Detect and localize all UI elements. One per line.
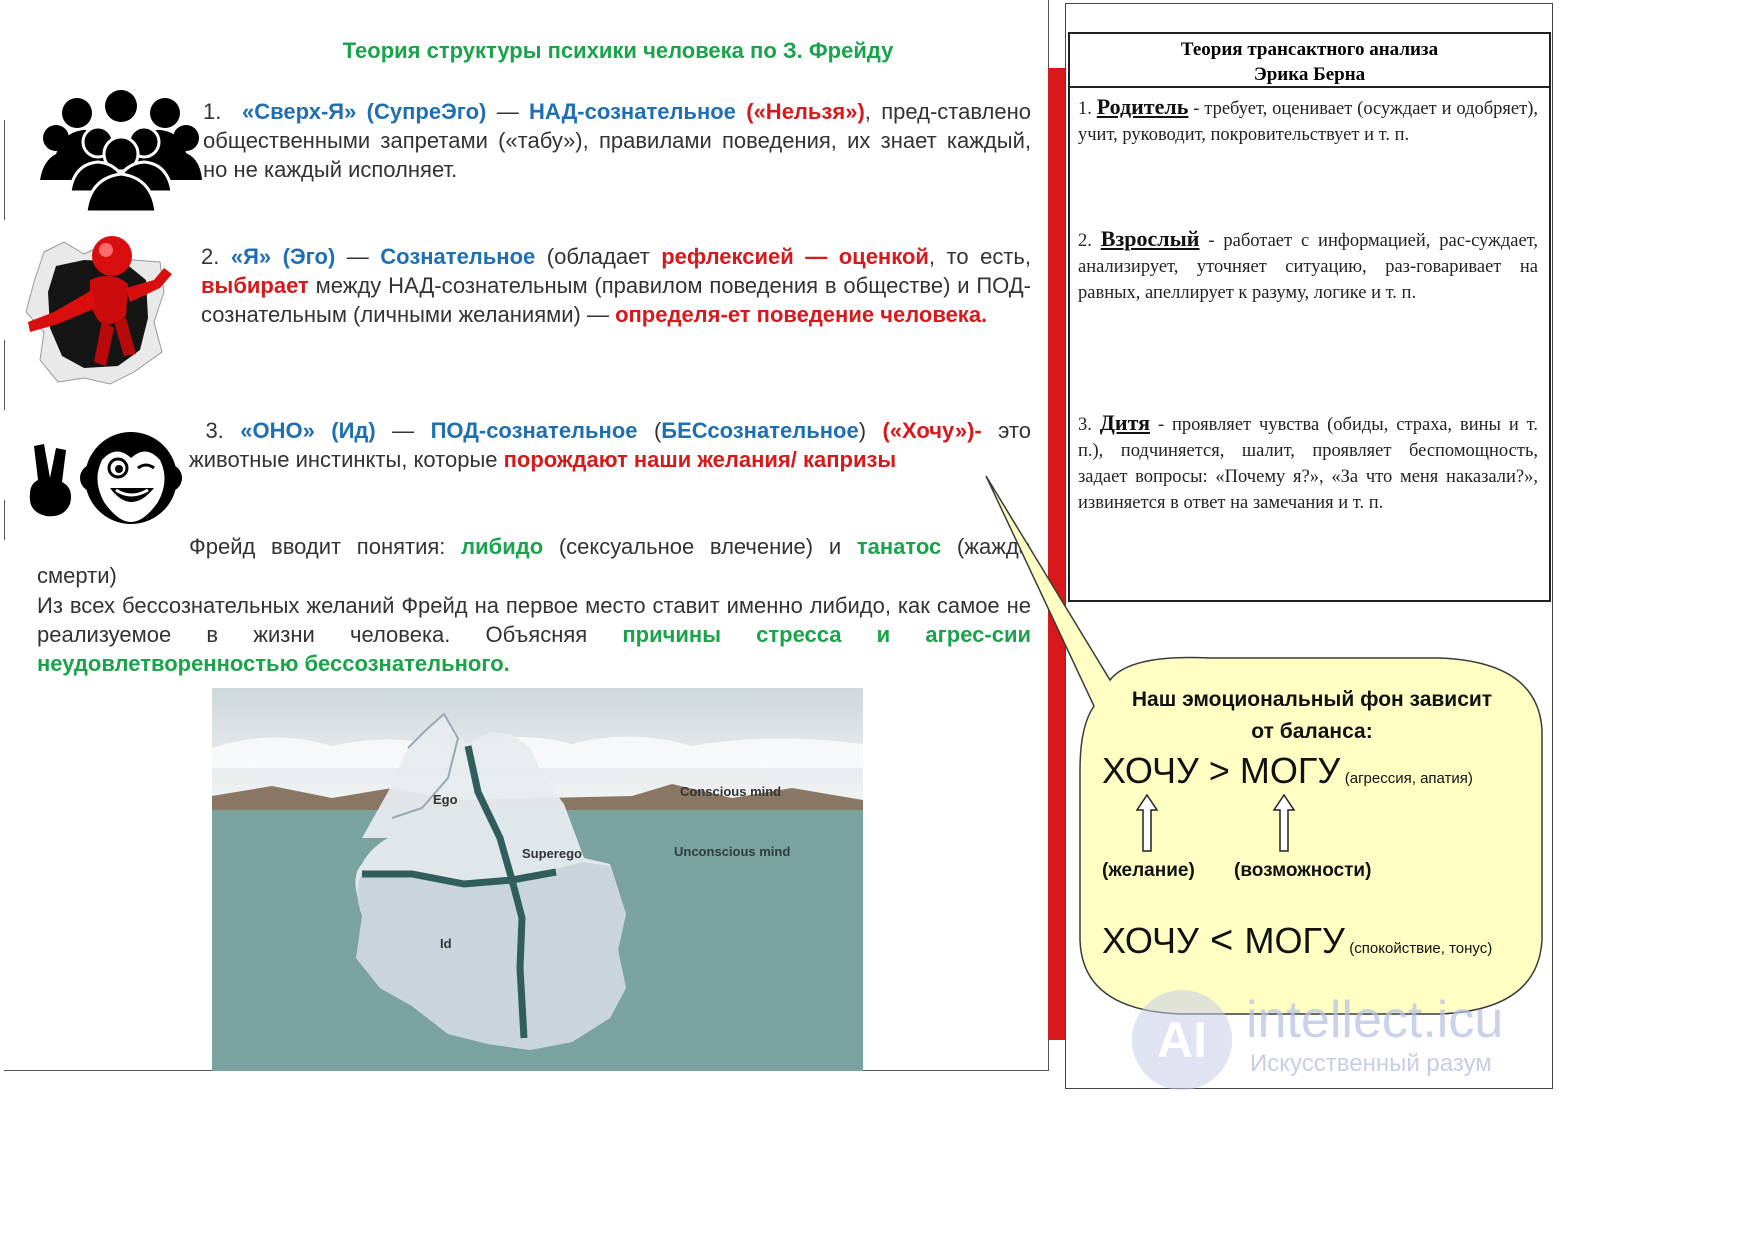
label-ego: Ego bbox=[433, 792, 458, 807]
dash: — bbox=[486, 99, 530, 124]
level-label: НАД-сознательное bbox=[529, 99, 736, 124]
watermark-logo: AI bbox=[1132, 990, 1232, 1090]
equation-want-greater bbox=[1102, 750, 1473, 792]
item-number: 3. bbox=[205, 418, 224, 443]
equation-want-less bbox=[1102, 918, 1492, 963]
freud-stress-paragraph bbox=[37, 591, 1031, 678]
term-parent: Родитель bbox=[1096, 94, 1189, 119]
freud-item-ego bbox=[201, 242, 1031, 329]
text-segment: Фрейд вводит понятия: bbox=[189, 534, 462, 559]
text-segment: (обладает bbox=[535, 244, 662, 269]
level-label: БЕСсознательное bbox=[661, 418, 859, 443]
berne-title bbox=[1070, 34, 1549, 88]
highlight: порождают наши желания/ капризы bbox=[503, 447, 897, 472]
freud-title: Теория структуры психики человека по З. Фрейду bbox=[342, 38, 894, 63]
crowd-icon bbox=[40, 88, 202, 212]
text-segment: (жажда смерти) bbox=[37, 534, 1032, 588]
level-label: Сознательное bbox=[380, 244, 536, 269]
item-number: 3. bbox=[1078, 415, 1092, 435]
item-number: 1. bbox=[203, 99, 222, 124]
watermark-subtext: Искусственный разум bbox=[1250, 1050, 1492, 1077]
word-hochu: ХОЧУ bbox=[1102, 750, 1199, 791]
freud-libido-paragraph bbox=[37, 532, 1031, 590]
text-segment: ) bbox=[858, 418, 883, 443]
description: - проявляет чувства (обиды, страха, вины и т. п.), подчиняется, шалит, проявляет беспомощность, задает вопросы: «Почему я?», «За что меня наказали?», извиняется в ответ на замечания и т. п. bbox=[1078, 415, 1538, 513]
freud-item-superego bbox=[203, 97, 1031, 184]
highlight: рефлексией — оценкой bbox=[661, 244, 929, 269]
peace-hand-icon bbox=[24, 442, 80, 520]
term-child: Дитя bbox=[1099, 410, 1151, 435]
label-desire: (желание) bbox=[1102, 860, 1195, 881]
operator: > bbox=[1198, 750, 1240, 791]
highlight: выбирает bbox=[201, 273, 309, 298]
word-mogu: МОГУ bbox=[1239, 750, 1341, 791]
word-mogu: МОГУ bbox=[1244, 920, 1345, 961]
monkey-icon bbox=[80, 424, 182, 532]
word-hochu: ХОЧУ bbox=[1102, 920, 1199, 961]
item-number: 2. bbox=[201, 244, 220, 269]
iceberg-diagram bbox=[212, 688, 863, 1071]
term-adult: Взрослый bbox=[1100, 226, 1200, 251]
text-segment: это животные инстинкты, которые bbox=[189, 418, 1031, 472]
heading-line: от баланса: bbox=[1251, 720, 1373, 743]
highlight: причины стресса и агрес-сии неудовлетворенностью бессознательного. bbox=[37, 622, 1032, 676]
description: , пред-ставлено общественными запретами («табу»), правилами поведения, их знает каждый, но не каждый исполняет. bbox=[203, 99, 1031, 182]
dash: — bbox=[335, 244, 381, 269]
operator: < bbox=[1198, 918, 1245, 962]
tag-hochu: («Хочу»)- bbox=[882, 418, 982, 443]
title-line: Эрика Берна bbox=[1253, 64, 1366, 85]
red-man-icon bbox=[14, 232, 182, 392]
label-unconscious-mind: Unconscious mind bbox=[674, 844, 791, 859]
dash: — bbox=[375, 418, 431, 443]
note: (агрессия, апатия) bbox=[1344, 770, 1473, 787]
text-segment: , то есть, bbox=[928, 244, 1031, 269]
highlight: определя-ет поведение человека. bbox=[615, 302, 988, 327]
up-arrow-icon bbox=[1136, 794, 1158, 852]
item-number: 2. bbox=[1078, 231, 1092, 251]
text-segment: (сексуальное влечение) и bbox=[543, 534, 857, 559]
bubble-heading bbox=[1100, 684, 1524, 748]
tag-nelzya: («Нельзя») bbox=[746, 99, 865, 124]
heading-line: Наш эмоциональный фон зависит bbox=[1131, 688, 1493, 711]
label-possibilities: (возможности) bbox=[1234, 860, 1372, 881]
up-arrow-icon bbox=[1273, 794, 1295, 852]
description: - требует, оценивает (осуждает и одобряет), учит, руководит, покровительствует и т. п. bbox=[1078, 99, 1538, 145]
label-superego: Superego bbox=[522, 846, 582, 861]
term-ego: «Я» (Эго) bbox=[230, 244, 336, 269]
description: - работает с информацией, рас-суждает, анализирует, уточняет ситуацию, раз-говаривает на равных, апеллирует к разуму, логике и т. п. bbox=[1078, 231, 1538, 303]
left-panel-tick bbox=[4, 500, 5, 540]
left-panel-tick bbox=[4, 120, 5, 220]
text-segment: Из всех бессознательных желаний Фрейд на первое место ставит именно либидо, как самое не реализуемое в жизни человека. Объясняя bbox=[37, 593, 1031, 647]
term-libido: либидо bbox=[461, 534, 544, 559]
berne-item-parent bbox=[1078, 94, 1538, 148]
freud-item-id bbox=[189, 416, 1031, 474]
level-label: ПОД-сознательное bbox=[430, 418, 638, 443]
title-line: Теория трансактного анализа bbox=[1180, 39, 1439, 60]
term-superego: «Сверх-Я» (СупреЭго) bbox=[242, 99, 487, 124]
text-segment: ( bbox=[637, 418, 662, 443]
left-panel-tick bbox=[4, 340, 5, 410]
label-id: Id bbox=[440, 936, 452, 951]
berne-item-adult bbox=[1078, 226, 1538, 306]
text-segment: между НАД-сознательным (правилом поведения в обществе) и ПОД-сознательным (личными желаниями) — bbox=[201, 273, 1031, 327]
note: (спокойствие, тонус) bbox=[1349, 940, 1493, 957]
term-id: «ОНО» (Ид) bbox=[240, 418, 376, 443]
label-conscious-mind: Conscious mind bbox=[680, 784, 782, 799]
term-thanatos: танатос bbox=[856, 534, 942, 559]
watermark-text: intellect.icu bbox=[1246, 991, 1504, 1049]
item-number: 1. bbox=[1078, 99, 1092, 119]
